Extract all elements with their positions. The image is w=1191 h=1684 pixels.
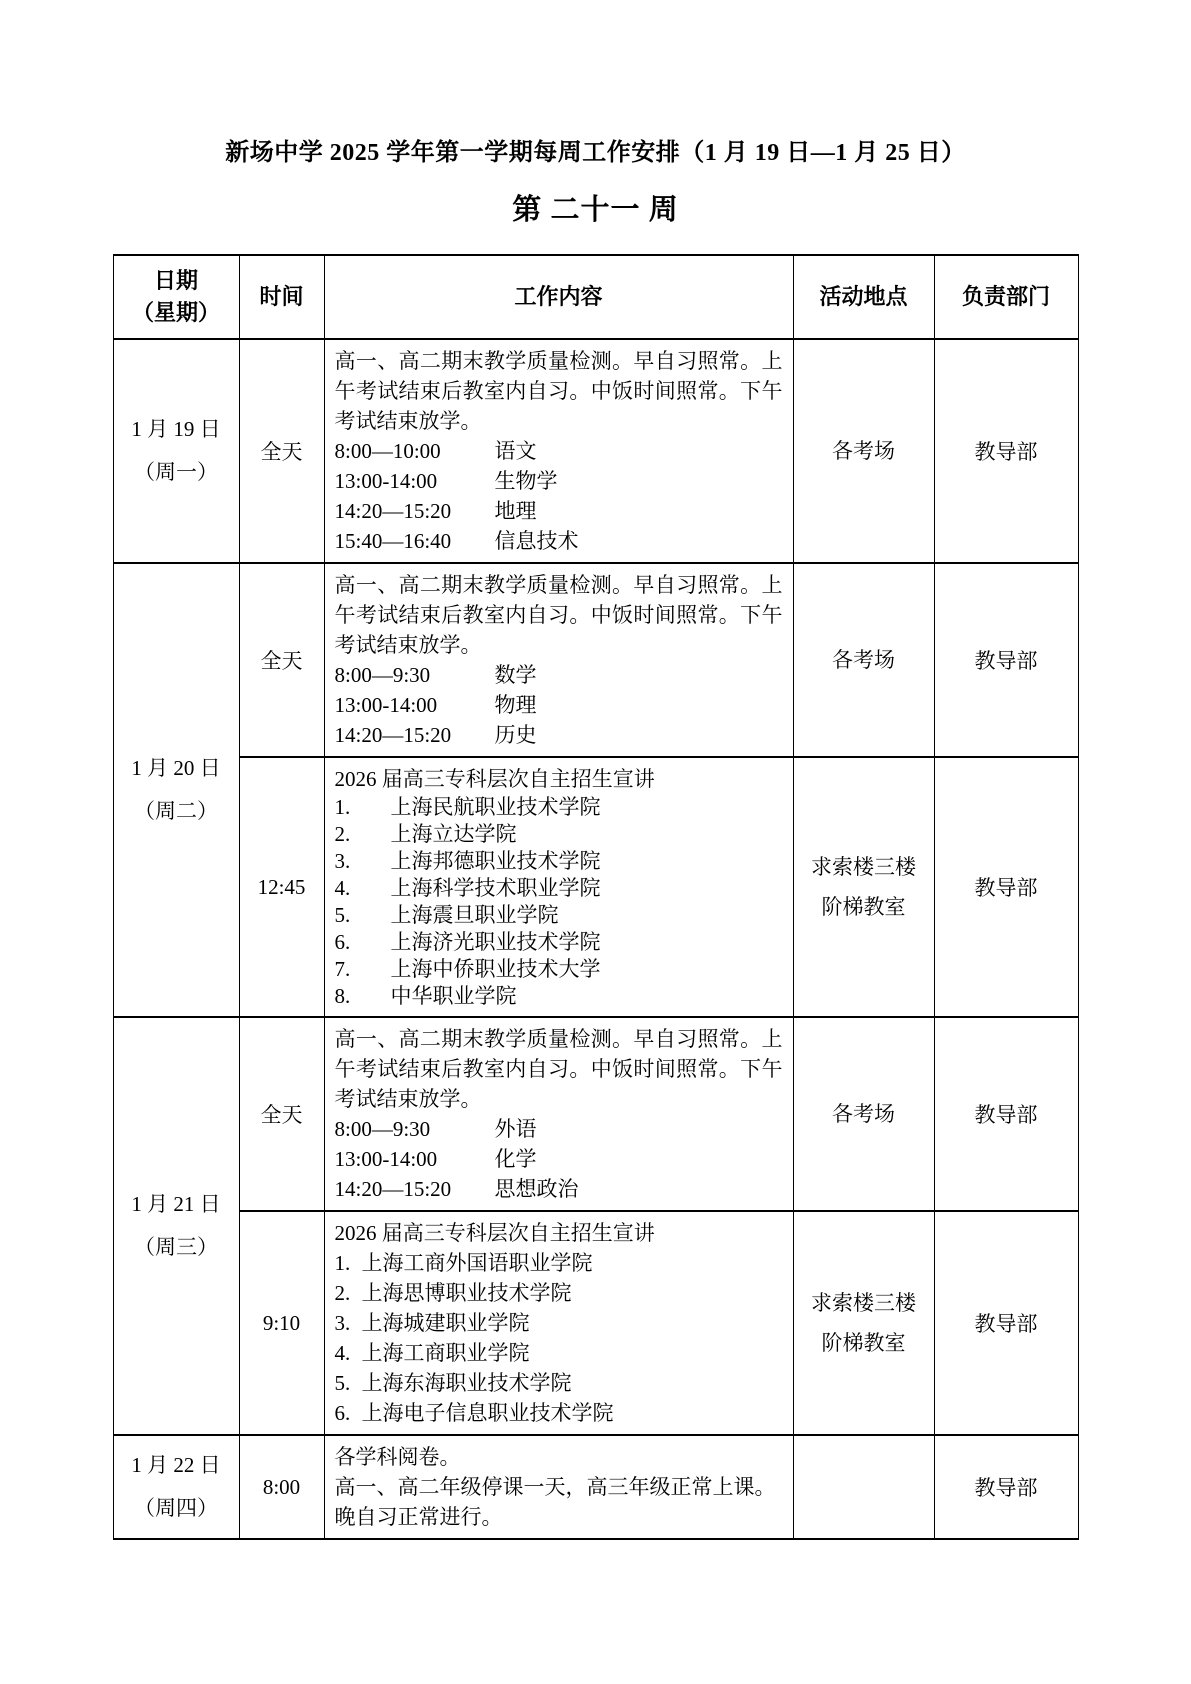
time-cell: 全天 bbox=[239, 563, 324, 757]
date-line: 1 月 21 日 bbox=[131, 1192, 221, 1216]
content-cell bbox=[324, 1211, 793, 1435]
list-item-number: 7. bbox=[334, 957, 351, 981]
location-cell: 各考场 bbox=[793, 1017, 934, 1211]
exam-schedule-line bbox=[335, 1144, 783, 1174]
department-cell: 教导部 bbox=[934, 339, 1078, 563]
exam-subject: 化学 bbox=[494, 1147, 537, 1171]
exam-time: 8:00—9:30 bbox=[334, 1117, 431, 1141]
header-department: 负责部门 bbox=[934, 255, 1078, 339]
schedule-row bbox=[113, 563, 1078, 757]
header-date bbox=[113, 255, 239, 339]
location-cell: 求索楼三楼阶梯教室 bbox=[793, 1211, 934, 1435]
content-line: 晚自习正常进行。 bbox=[334, 1505, 503, 1529]
content-cell bbox=[324, 757, 793, 1017]
list-item-text: 上海民航职业技术学院 bbox=[390, 795, 601, 819]
list-item bbox=[335, 956, 783, 983]
content-title: 2026 届高三专科层次自主招生宣讲 bbox=[334, 767, 655, 791]
list-item-number: 2. bbox=[334, 1281, 351, 1305]
list-item bbox=[335, 821, 783, 848]
exam-subject: 生物学 bbox=[494, 469, 558, 493]
exam-time: 8:00—10:00 bbox=[334, 439, 441, 463]
list-item-text: 上海震旦职业学院 bbox=[390, 903, 559, 927]
content-cell bbox=[324, 563, 793, 757]
exam-subject: 信息技术 bbox=[494, 529, 579, 553]
date-cell bbox=[113, 1435, 239, 1539]
header-location: 活动地点 bbox=[793, 255, 934, 339]
schedule-row bbox=[113, 1211, 1078, 1435]
date-line: 1 月 20 日 bbox=[131, 756, 221, 780]
exam-time: 8:00—9:30 bbox=[334, 663, 431, 687]
exam-time: 14:20—15:20 bbox=[334, 1177, 452, 1201]
header-date-line1: 日期 bbox=[153, 268, 198, 293]
exam-schedule-line bbox=[335, 436, 783, 466]
location-cell: 各考场 bbox=[793, 563, 934, 757]
date-line: 1 月 19 日 bbox=[131, 417, 221, 441]
list-item-text: 上海东海职业技术学院 bbox=[361, 1371, 572, 1395]
time-cell: 9:10 bbox=[239, 1211, 324, 1435]
exam-subject: 历史 bbox=[494, 723, 537, 747]
content-cell bbox=[324, 339, 793, 563]
exam-schedule-line bbox=[335, 466, 783, 496]
list-item-number: 8. bbox=[334, 984, 351, 1008]
department-cell: 教导部 bbox=[934, 1435, 1078, 1539]
exam-time: 14:20—15:20 bbox=[334, 723, 452, 747]
date-line: （周一） bbox=[134, 460, 218, 484]
page-title: 新场中学 2025 学年第一学期每周工作安排（1 月 19 日—1 月 25 日） bbox=[225, 140, 966, 166]
content-paragraph: 高一、高二期末教学质量检测。早自习照常。上午考试结束后教室内自习。中饭时间照常。下午考试结束放学。 bbox=[334, 573, 783, 657]
location-cell: 各考场 bbox=[793, 339, 934, 563]
list-item-text: 上海中侨职业技术大学 bbox=[390, 957, 601, 981]
list-item bbox=[335, 929, 783, 956]
exam-subject: 语文 bbox=[494, 439, 537, 463]
list-item-number: 2. bbox=[334, 822, 351, 846]
department-cell: 教导部 bbox=[934, 1211, 1078, 1435]
exam-time: 15:40—16:40 bbox=[334, 529, 452, 553]
schedule-table bbox=[113, 254, 1079, 1540]
list-item bbox=[335, 1308, 783, 1338]
time-cell: 12:45 bbox=[239, 757, 324, 1017]
location-cell bbox=[793, 1435, 934, 1539]
list-item bbox=[335, 902, 783, 929]
list-item bbox=[335, 794, 783, 821]
header-row bbox=[113, 255, 1078, 339]
exam-time: 13:00-14:00 bbox=[334, 1147, 438, 1171]
list-item bbox=[335, 1398, 783, 1428]
exam-schedule-line bbox=[335, 1174, 783, 1204]
list-item-number: 4. bbox=[334, 1341, 351, 1365]
date-line: 1 月 22 日 bbox=[131, 1453, 221, 1477]
list-item-number: 1. bbox=[334, 795, 351, 819]
exam-schedule-line bbox=[335, 660, 783, 690]
exam-subject: 物理 bbox=[494, 693, 537, 717]
list-item-text: 上海工商外国语职业学院 bbox=[361, 1251, 593, 1275]
list-item-number: 3. bbox=[334, 1311, 351, 1335]
list-item bbox=[335, 1338, 783, 1368]
list-item bbox=[335, 875, 783, 902]
content-line: 各学科阅卷。 bbox=[334, 1445, 461, 1469]
list-item-number: 6. bbox=[334, 1401, 351, 1425]
department-cell: 教导部 bbox=[934, 1017, 1078, 1211]
content-cell bbox=[324, 1435, 793, 1539]
time-cell: 全天 bbox=[239, 339, 324, 563]
date-line: （周四） bbox=[134, 1496, 218, 1520]
list-item bbox=[335, 983, 783, 1010]
time-cell: 全天 bbox=[239, 1017, 324, 1211]
date-cell bbox=[113, 339, 239, 563]
list-item-number: 1. bbox=[334, 1251, 351, 1275]
exam-time: 13:00-14:00 bbox=[334, 693, 438, 717]
list-item bbox=[335, 1248, 783, 1278]
list-item-text: 上海济光职业技术学院 bbox=[390, 930, 601, 954]
date-line: （周二） bbox=[134, 799, 218, 823]
exam-subject: 思想政治 bbox=[494, 1177, 579, 1201]
week-title: 第 二十一 周 bbox=[512, 194, 679, 226]
list-item-text: 上海电子信息职业技术学院 bbox=[361, 1401, 614, 1425]
header-date-line2: （星期） bbox=[131, 300, 220, 325]
exam-subject: 地理 bbox=[494, 499, 537, 523]
list-item-number: 6. bbox=[334, 930, 351, 954]
exam-subject: 外语 bbox=[494, 1117, 537, 1141]
list-item-text: 上海思博职业技术学院 bbox=[361, 1281, 572, 1305]
location-cell: 求索楼三楼阶梯教室 bbox=[793, 757, 934, 1017]
list-item-number: 3. bbox=[334, 849, 351, 873]
content-title: 2026 届高三专科层次自主招生宣讲 bbox=[334, 1221, 655, 1245]
department-cell: 教导部 bbox=[934, 563, 1078, 757]
list-item-text: 上海城建职业学院 bbox=[361, 1311, 530, 1335]
schedule-row bbox=[113, 339, 1078, 563]
list-item-text: 中华职业学院 bbox=[390, 984, 517, 1008]
schedule-row bbox=[113, 1435, 1078, 1539]
list-item bbox=[335, 1278, 783, 1308]
exam-schedule-line bbox=[335, 496, 783, 526]
content-paragraph: 高一、高二期末教学质量检测。早自习照常。上午考试结束后教室内自习。中饭时间照常。下午考试结束放学。 bbox=[334, 349, 783, 433]
department-cell: 教导部 bbox=[934, 757, 1078, 1017]
date-line: （周三） bbox=[134, 1235, 218, 1259]
content-line: 高一、高二年级停课一天，高三年级正常上课。 bbox=[334, 1475, 776, 1499]
content-paragraph: 高一、高二期末教学质量检测。早自习照常。上午考试结束后教室内自习。中饭时间照常。下午考试结束放学。 bbox=[334, 1027, 783, 1111]
list-item-text: 上海立达学院 bbox=[390, 822, 517, 846]
list-item-text: 上海邦德职业技术学院 bbox=[390, 849, 601, 873]
header-content: 工作内容 bbox=[324, 255, 793, 339]
exam-schedule-line bbox=[335, 690, 783, 720]
date-cell bbox=[113, 563, 239, 1017]
list-item-text: 上海工商职业学院 bbox=[361, 1341, 530, 1365]
list-item-number: 5. bbox=[334, 1371, 351, 1395]
header-time: 时间 bbox=[239, 255, 324, 339]
list-item bbox=[335, 848, 783, 875]
list-item-text: 上海科学技术职业学院 bbox=[390, 876, 601, 900]
exam-schedule-line bbox=[335, 526, 783, 556]
date-cell bbox=[113, 1017, 239, 1435]
exam-time: 14:20—15:20 bbox=[334, 499, 452, 523]
content-cell bbox=[324, 1017, 793, 1211]
list-item-number: 5. bbox=[334, 903, 351, 927]
exam-schedule-line bbox=[335, 1114, 783, 1144]
list-item-number: 4. bbox=[334, 876, 351, 900]
list-item bbox=[335, 1368, 783, 1398]
exam-schedule-line bbox=[335, 720, 783, 750]
schedule-row bbox=[113, 1017, 1078, 1211]
schedule-table-body bbox=[113, 339, 1078, 1539]
exam-subject: 数学 bbox=[494, 663, 537, 687]
exam-time: 13:00-14:00 bbox=[334, 469, 438, 493]
schedule-row bbox=[113, 757, 1078, 1017]
time-cell: 8:00 bbox=[239, 1435, 324, 1539]
